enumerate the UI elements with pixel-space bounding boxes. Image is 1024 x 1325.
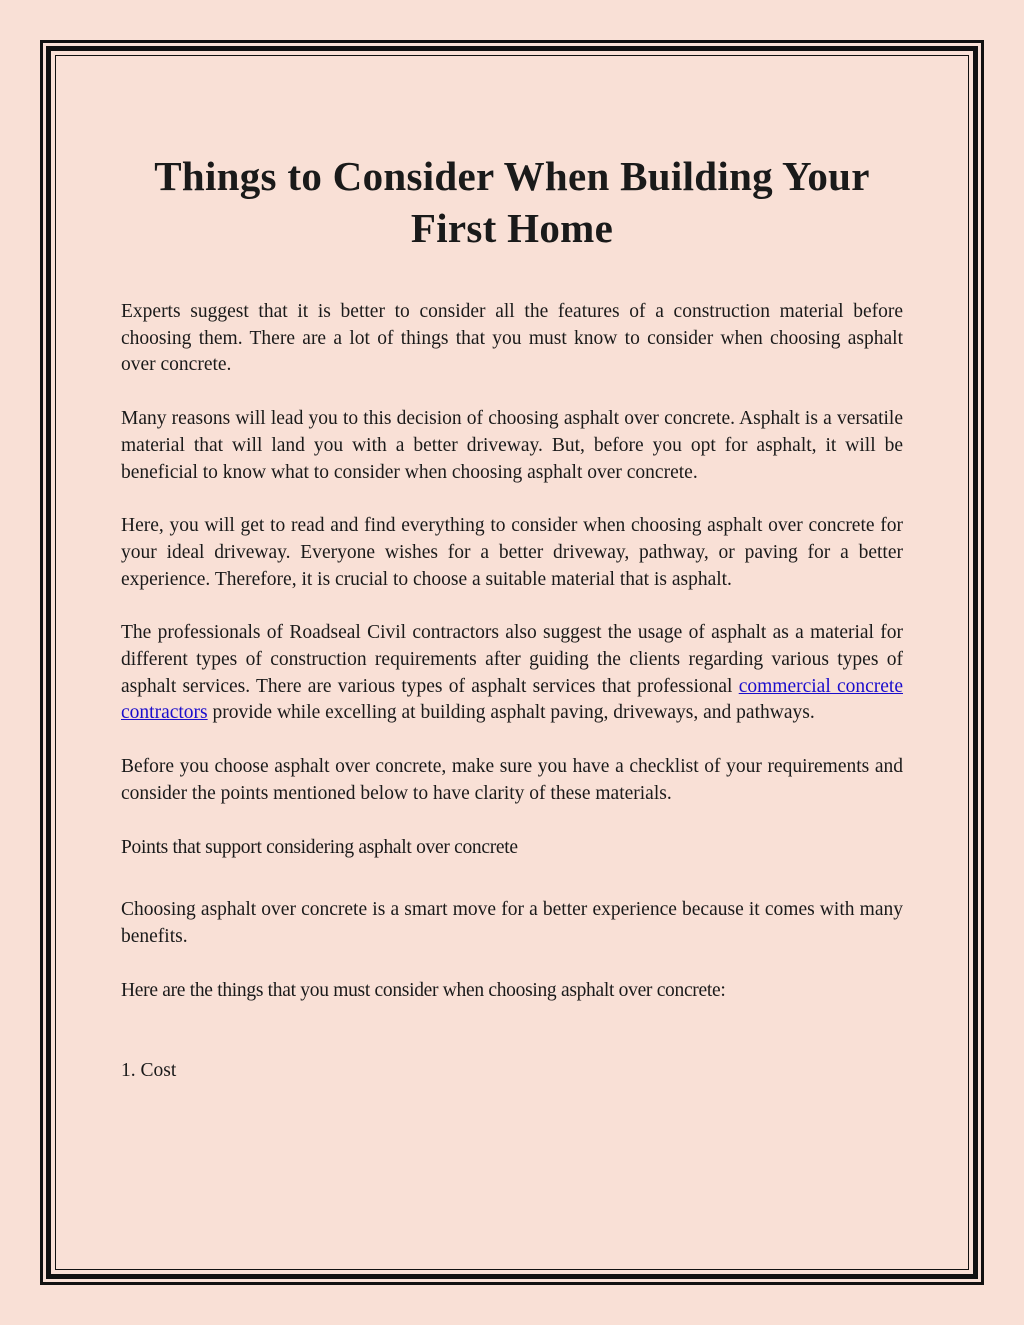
paragraph-reasons: Many reasons will lead you to this decision of choosing asphalt over concrete. Asphalt is a versatile material that will land you with a better driveway. But, before you opt for asphalt, it will be beneficial to know what to consider when choosing asphalt over concrete. (121, 408, 903, 483)
paragraph-driveway: Here, you will get to read and find everything to consider when choosing asphalt over concrete for your ideal driveway. Everyone wishes for a better driveway, pathway, or paving for a better experience. Therefore, it is crucial to choose a suitable material that is asphalt. (121, 515, 903, 590)
paragraph-benefits: Choosing asphalt over concrete is a smart move for a better experience because it comes with many benefits. (121, 899, 903, 947)
paragraph-checklist: Before you choose asphalt over concrete, make sure you have a checklist of your requirements and consider the points mentioned below to have clarity of these materials. (121, 756, 903, 804)
list-item-cost: 1. Cost (121, 1060, 177, 1082)
subheading-things: Here are the things that you must consider when choosing asphalt over concrete: (121, 979, 726, 1001)
subheading-points: Points that support considering asphalt over concrete (121, 836, 518, 858)
paragraph-professionals (121, 620, 903, 727)
document-body (121, 150, 903, 1085)
paragraph-professionals-text-a: The professionals of Roadseal Civil contractors also suggest the usage of asphalt as a material for different types of construction requirements after guiding the clients regarding various types of asphalt services. There are various types of asphalt services that professional (121, 622, 903, 697)
commercial-concrete-contractors-link[interactable]: commercial concrete contractors (121, 675, 903, 724)
document-title: Things to Consider When Building Your First Home (154, 153, 870, 251)
paragraph-intro: Experts suggest that it is better to consider all the features of a construction material before choosing them. There are a lot of things that you must know to consider when choosing asphalt over concrete. (121, 301, 903, 376)
paragraph-professionals-text-b: provide while excelling at building asphalt paving, driveways, and pathways. (207, 702, 815, 724)
